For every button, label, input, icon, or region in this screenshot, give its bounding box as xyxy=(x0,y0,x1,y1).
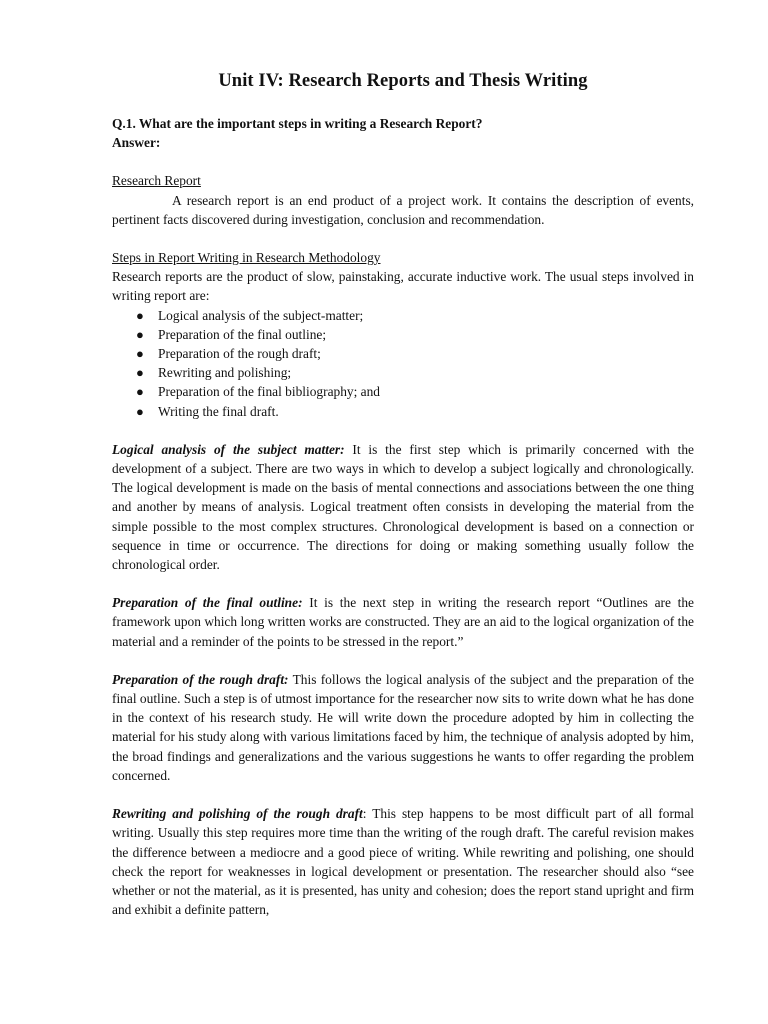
bullet-icon: ● xyxy=(136,346,144,362)
bullet-icon: ● xyxy=(136,403,144,419)
list-item xyxy=(136,306,694,325)
paragraph-text: It is the first step which is primarily concerned with the development of a subject. There are two ways in which to develop a subject logically and chronologically. The logical development is made on the basis of mental connections and associations between the one thing and another by means of analysis. Logical treatment often consists in developing the material from the simple possible to the most complex structures. Chronological development is based on a connection or sequence in time or occurrence. The directions for doing or making something usually follow the chronological order. xyxy=(112,441,694,573)
paragraph-final-outline xyxy=(112,593,694,651)
document-page xyxy=(112,68,694,919)
bullet-icon: ● xyxy=(136,307,144,323)
list-item xyxy=(136,402,694,421)
section-heading-research-report: Research Report xyxy=(112,173,201,189)
steps-intro: Research reports are the product of slow, painstaking, accurate inductive work. The usual steps involved in writing report are: xyxy=(112,269,694,304)
list-item xyxy=(136,382,694,401)
bullet-icon: ● xyxy=(136,365,144,381)
list-item-text: Preparation of the final outline; xyxy=(158,326,327,342)
list-item xyxy=(136,363,694,382)
list-item-text: Preparation of the final bibliography; and xyxy=(158,384,380,400)
spacer xyxy=(112,574,694,593)
spacer xyxy=(112,651,694,670)
paragraph-lead: Preparation of the rough draft: xyxy=(112,671,289,687)
steps-list xyxy=(112,306,694,421)
paragraph-logical-analysis xyxy=(112,440,694,574)
spacer xyxy=(112,421,694,440)
spacer xyxy=(112,229,694,248)
paragraph-lead: Logical analysis of the subject matter: xyxy=(112,441,345,457)
paragraph-text: It is the next step in writing the research report “Outlines are the framework upon which long written works are constructed. They are an aid to the logical organization of the material and a reminder of the points to be stressed in the report.” xyxy=(112,595,694,649)
list-item-text: Writing the final draft. xyxy=(158,403,279,419)
list-item-text: Logical analysis of the subject-matter; xyxy=(158,307,364,323)
list-item xyxy=(136,325,694,344)
list-item-text: Preparation of the rough draft; xyxy=(158,346,321,362)
list-item-text: Rewriting and polishing; xyxy=(158,365,292,381)
paragraph-rough-draft xyxy=(112,670,694,785)
paragraph-rewriting-polishing xyxy=(112,804,694,919)
page-title: Unit IV: Research Reports and Thesis Writing xyxy=(218,71,588,91)
research-report-definition: A research report is an end product of a project work. It contains the description of events, pertinent facts discovered during investigation, conclusion and recommendation. xyxy=(112,192,694,227)
list-item xyxy=(136,344,694,363)
spacer xyxy=(112,785,694,804)
paragraph-lead: Rewriting and polishing of the rough draft xyxy=(112,806,363,822)
bullet-icon: ● xyxy=(136,384,144,400)
question-heading: Q.1. What are the important steps in writing a Research Report? xyxy=(112,116,483,131)
section-heading-steps: Steps in Report Writing in Research Methodology xyxy=(112,250,381,266)
paragraph-lead: Preparation of the final outline: xyxy=(112,595,303,611)
answer-label: Answer: xyxy=(112,135,161,151)
paragraph-text: This follows the logical analysis of the subject and the preparation of the final outline. Such a step is of utmost importance for the researcher now sits to write down what he has done in the context of his research study. He will write down the procedure adopted by him in collecting the material for his study along with various limitations faced by him, the technique of analysis adopted by him, the broad findings and generalizations and the various suggestions he wants to offer regarding the problem concerned. xyxy=(112,671,694,783)
paragraph-text: : This step happens to be most difficult part of all formal writing. Usually this step requires more time than the writing of the rough draft. The careful revision makes the difference between a mediocre and a good piece of writing. While rewriting and polishing, one should check the report for weaknesses in logical development or presentation. The researcher should also “see whether or not the material, as it is presented, has unity and cohesion; does the report stand upright and firm and exhibit a definite pattern, xyxy=(112,806,694,918)
bullet-icon: ● xyxy=(136,326,144,342)
